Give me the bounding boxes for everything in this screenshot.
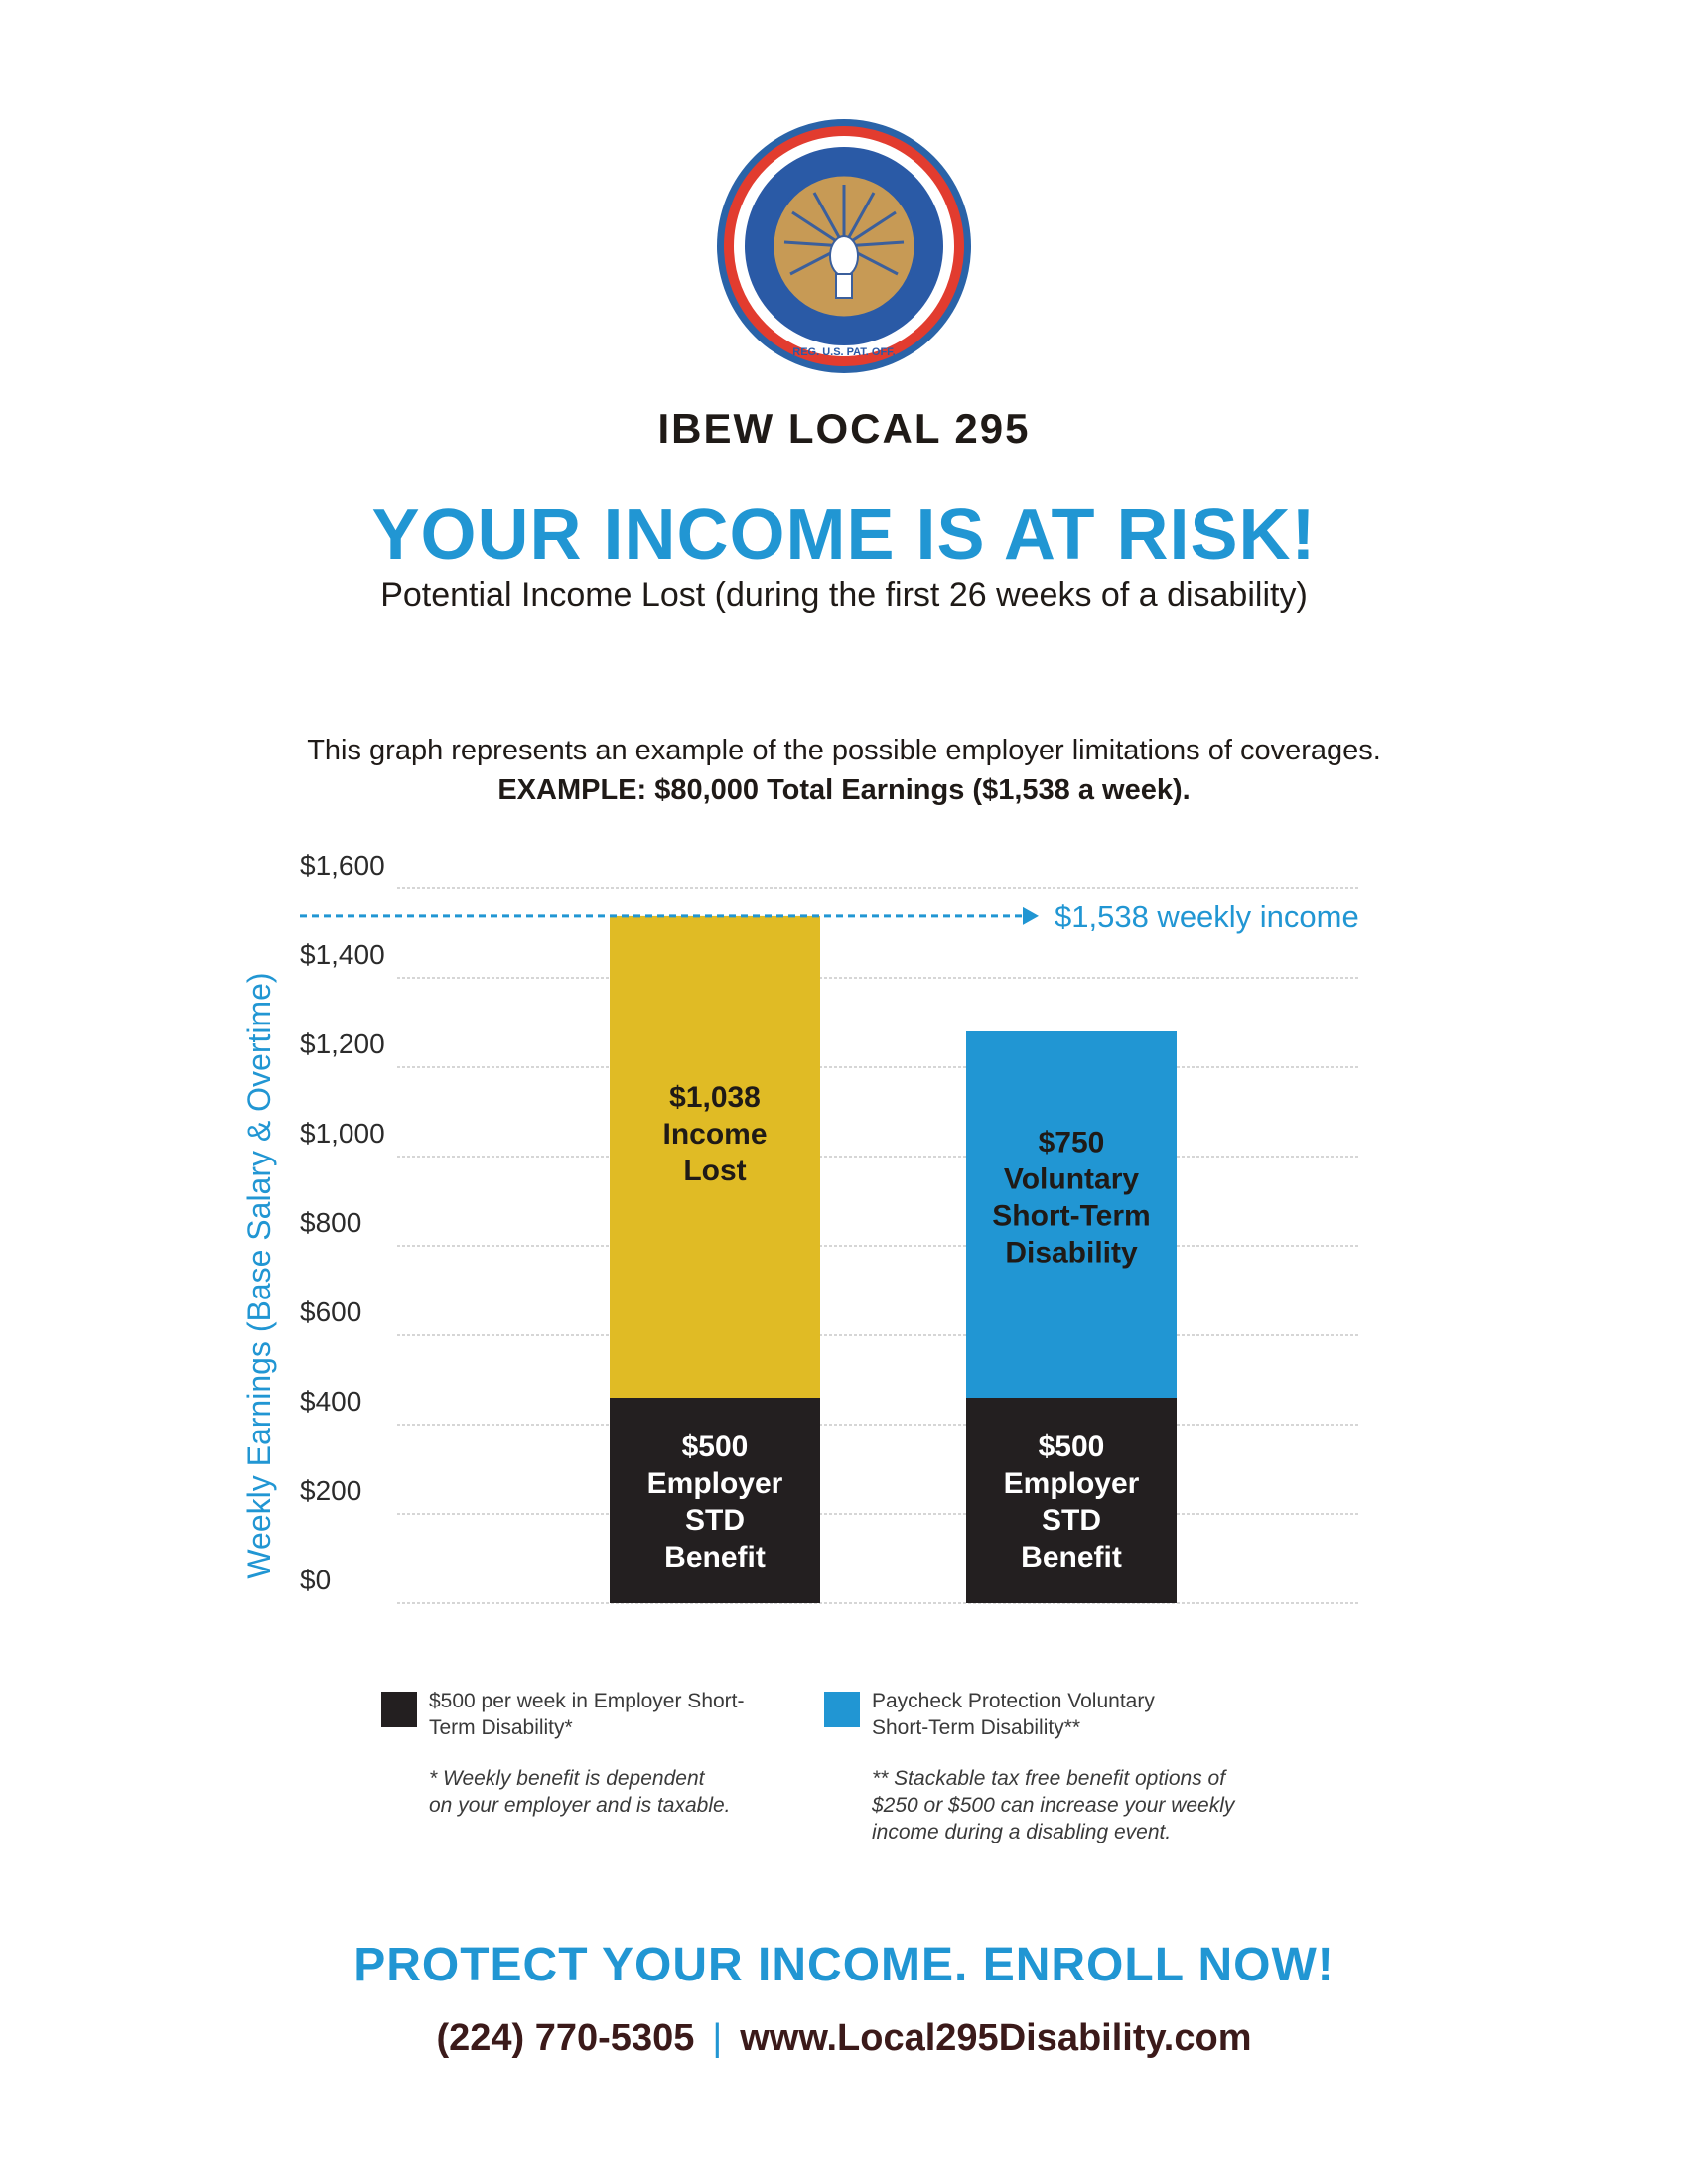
page-headline: YOUR INCOME IS AT RISK! [371,495,1317,575]
y-tick-label: $0 [300,1565,332,1595]
bar-data-label-line: $500 [681,1431,749,1463]
intro-description: This graph represents an example of the possible employer limitations of coverages. [307,735,1381,766]
svg-text:REG. U.S. PAT. OFF.: REG. U.S. PAT. OFF. [792,346,896,358]
bar-data-label-line: Short-Term [992,1199,1151,1233]
bar-data-label-line: Employer [646,1467,783,1500]
y-tick-label: $800 [300,1207,362,1238]
y-tick-label: $1,600 [300,854,385,881]
y-axis-title: Weekly Earnings (Base Salary & Overtime) [241,972,277,1579]
bar-data-label-line: $750 [1038,1126,1105,1160]
bar-data-label-line: Voluntary [1003,1162,1140,1196]
chart-intro [0,731,1688,810]
legend-voluntary [824,1688,1281,1846]
contact-separator: | [712,2017,723,2059]
bar-data-label-line: Disability [1005,1236,1138,1270]
ibew-seal-graphic [715,117,973,375]
reference-line-label: $1,538 weekly income [1055,898,1359,934]
income-chart [0,854,1688,1668]
y-tick-label: $1,000 [300,1118,385,1149]
legend-note-employer: * Weekly benefit is dependent on your employer and is taxable. [429,1767,731,1817]
bar-data-label-line: $500 [1038,1431,1105,1463]
intro-example: EXAMPLE: $80,000 Total Earnings ($1,538 a week). [497,774,1191,806]
legend-swatch-voluntary [824,1692,860,1727]
bar-data-label-line: STD [685,1504,745,1537]
bar-data-label-line: $1,038 [669,1081,761,1115]
ibew-seal-logo [715,117,973,375]
bar-data-label-line: Lost [683,1155,747,1188]
y-tick-label: $200 [300,1475,362,1506]
phone-number[interactable]: (224) 770-5305 [436,2017,695,2059]
legend-employer [381,1688,798,1846]
y-tick-label: $1,400 [300,939,385,970]
y-tick-label: $400 [300,1386,362,1417]
reference-arrow-icon [1023,907,1039,925]
organization-name: IBEW LOCAL 295 [657,405,1031,452]
enroll-call-to-action: PROTECT YOUR INCOME. ENROLL NOW! [353,1939,1335,1991]
bar-data-label-line: Income [662,1118,768,1152]
contact-line [0,2017,1688,2060]
page-subheading: Potential Income Lost (during the first 26 weeks of a disability) [380,576,1308,614]
website-link[interactable]: www.Local295Disability.com [740,2017,1252,2059]
bar-data-label-line: Employer [1003,1467,1140,1500]
bar-data-label-line: Benefit [1021,1541,1122,1573]
legend-label-voluntary: Paycheck Protection Voluntary Short-Term Disability** [872,1690,1155,1739]
y-tick-label: $1,200 [300,1028,385,1059]
legend-note-voluntary: ** Stackable tax free benefit options of $250 or $500 can increase your weekly income during a disabling event. [872,1767,1235,1843]
bar-data-label-line: STD [1042,1504,1101,1537]
bar-data-label-line: Benefit [664,1541,766,1573]
legend-swatch-employer [381,1692,417,1727]
y-tick-label: $600 [300,1297,362,1327]
legend-label-employer: $500 per week in Employer Short-Term Disability* [429,1690,745,1739]
